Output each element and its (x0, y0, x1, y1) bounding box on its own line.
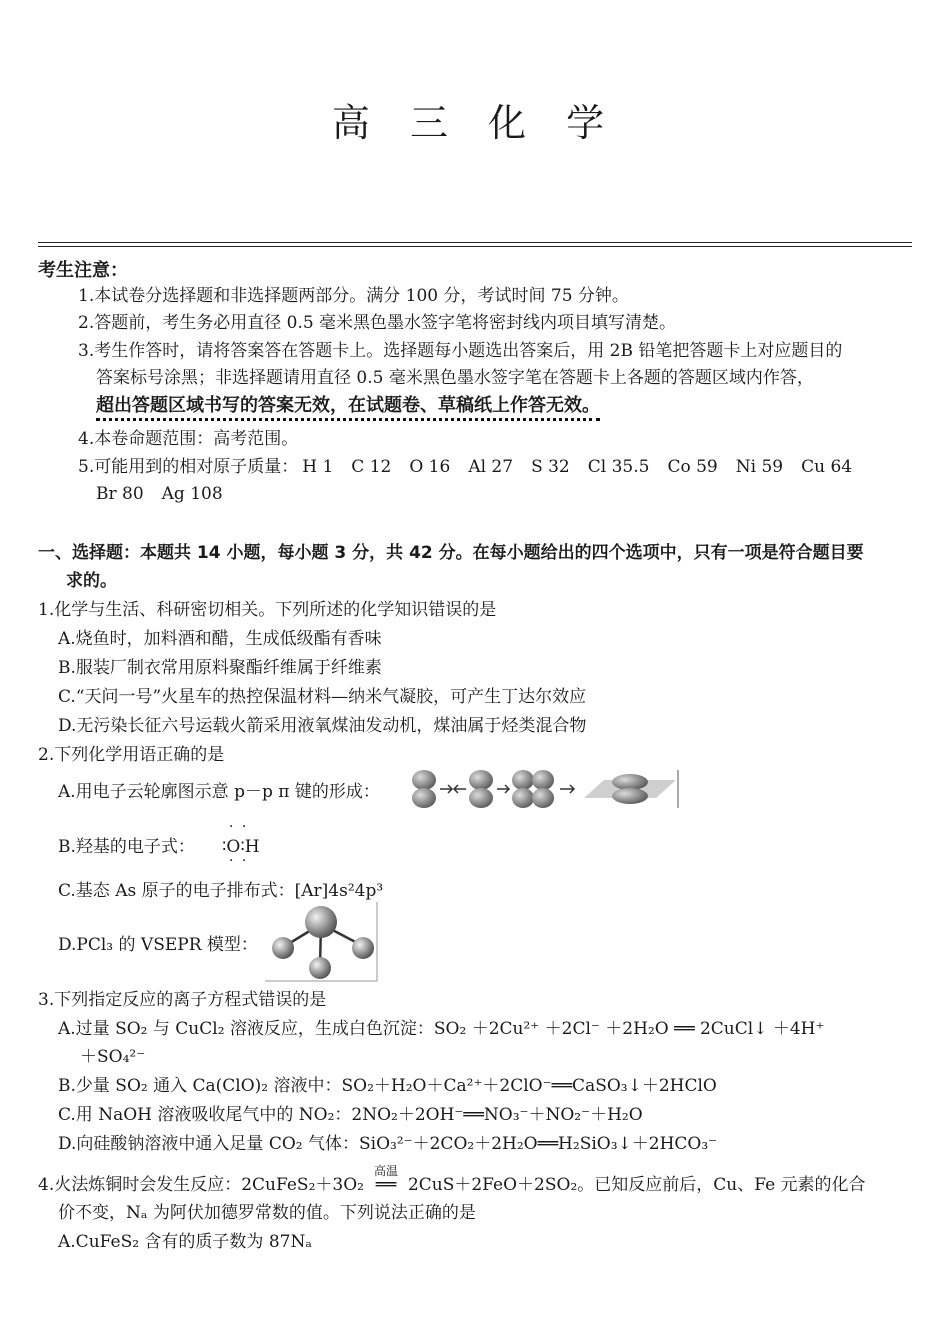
pi-bond-orbital-figure (408, 768, 680, 810)
mass-item: Al 27 (468, 457, 514, 477)
q3-option-a: A.过量 SO₂ 与 CuCl₂ 溶液反应，生成白色沉淀：SO₂ ＋2Cu²⁺ ＋2Cl⁻ ＋2H₂O ══ 2CuCl↓ ＋4H⁺ (58, 1019, 825, 1039)
q1-option-b: B.服装厂制衣常用原料聚酯纤维属于纤维素 (58, 658, 382, 678)
q1-option-a: A.烧鱼时，加料酒和醋，生成低级酯有香味 (58, 629, 382, 649)
mass-item: H 1 (302, 457, 334, 477)
section-heading: 一、选择题：本题共 14 小题，每小题 3 分，共 42 分。在每小题给出的四个选项中，只有一项是符合题目要 (38, 543, 864, 563)
header-rule (38, 242, 912, 243)
q3-option-d: D.向硅酸钠溶液中通入足量 CO₂ 气体：SiO₃²⁻＋2CO₂＋2H₂O══H₂SiO₃↓＋2HCO₃⁻ (58, 1134, 718, 1154)
lone-pair-dots-top: · · (229, 819, 249, 835)
mass-item: C 12 (351, 457, 392, 477)
notice-item-5-cont (96, 483, 241, 505)
notice-item-2: 2.答题前，考生务必用直径 0.5 毫米黑色墨水签字笔将密封线内项目填写清楚。 (78, 313, 677, 333)
notice-item-3-cont: 答案标号涂黑；非选择题请用直径 0.5 毫米黑色墨水签字笔在答题卡上各题的答题区域内作答， (96, 368, 814, 388)
page-title: 高 三 化 学 (331, 101, 619, 145)
section-heading-cont: 求的。 (66, 571, 117, 591)
q2-option-a: A.用电子云轮廓图示意 p－p π 键的形成： (58, 782, 380, 802)
mass-item: Co 59 (667, 457, 718, 477)
mass-item: S 32 (531, 457, 570, 477)
notice-heading: 考生注意： (38, 260, 128, 281)
q2-option-b: B.羟基的电子式： (58, 837, 195, 857)
q1-option-d: D.无污染长征六号运载火箭采用液氧煤油发动机，煤油属于烃类混合物 (58, 716, 587, 736)
q3-option-c: C.用 NaOH 溶液吸收尾气中的 NO₂：2NO₂＋2OH⁻══NO₃⁻＋NO₂⁻＋H₂O (58, 1105, 643, 1125)
lone-pair-dots-bottom: · · (229, 853, 249, 869)
header-rule (38, 246, 912, 247)
notice-item-1: 1.本试卷分选择题和非选择题两部分。满分 100 分，考试时间 75 分钟。 (78, 286, 629, 306)
q4-stem-right: 2CuS＋2FeO＋2SO₂。已知反应前后，Cu、Fe 元素的化合 (407, 1175, 866, 1195)
mass-item: Ag 108 (161, 484, 223, 504)
q4-stem-left: 4.火法炼铜时会发生反应：2CuFeS₂＋3O₂ (38, 1175, 364, 1195)
reaction-condition: 高温 (373, 1164, 398, 1178)
q2-stem: 2.下列化学用语正确的是 (38, 745, 225, 765)
q4-option-a: A.CuFeS₂ 含有的质子数为 87Nₐ (58, 1232, 312, 1252)
q3-option-b: B.少量 SO₂ 通入 Ca(ClO)₂ 溶液中：SO₂＋H₂O＋Ca²⁺＋2ClO⁻══CaSO₃↓＋2HClO (58, 1076, 717, 1096)
q2-option-d: D.PCl₃ 的 VSEPR 模型： (58, 935, 258, 955)
hydroxyl-electron-formula: ∶O∶H (222, 837, 260, 857)
pcl3-vsepr-model-figure (265, 902, 379, 982)
q2-option-c: C.基态 As 原子的电子排布式：[Ar]4s²4p³ (58, 881, 384, 901)
q3-option-a-cont: ＋SO₄²⁻ (80, 1047, 146, 1067)
q4-stem-cont: 价不变，Nₐ 为阿伏加德罗常数的值。下列说法正确的是 (58, 1203, 476, 1223)
masses-label: 5.可能用到的相对原子质量： (78, 457, 299, 477)
reaction-arrow: 高温 ══ (364, 1174, 408, 1196)
notice-item-4: 4.本卷命题范围：高考范围。 (78, 429, 299, 449)
mass-item: O 16 (409, 457, 451, 477)
emphasis-text: 超出答题区域书写的答案无效，在试题卷、草稿纸上作答无效。 (96, 395, 600, 421)
notice-item-3-emphasis (96, 395, 600, 417)
q1-stem: 1.化学与生活、科研密切相关。下列所述的化学知识错误的是 (38, 600, 497, 620)
q3-stem: 3.下列指定反应的离子方程式错误的是 (38, 990, 327, 1010)
mass-item: Cl 35.5 (587, 457, 650, 477)
mass-item: Cu 64 (801, 457, 853, 477)
notice-item-3: 3.考生作答时，请将答案答在答题卡上。选择题每小题选出答案后，用 2B 铅笔把答题卡上对应题目的 (78, 341, 843, 361)
notice-item-5 (78, 456, 870, 478)
q4-stem (38, 1164, 866, 1196)
q1-option-c: C.“天问一号”火星车的热控保温材料—纳米气凝胶，可产生丁达尔效应 (58, 687, 587, 707)
mass-item: Br 80 (96, 484, 144, 504)
mass-item: Ni 59 (735, 457, 784, 477)
